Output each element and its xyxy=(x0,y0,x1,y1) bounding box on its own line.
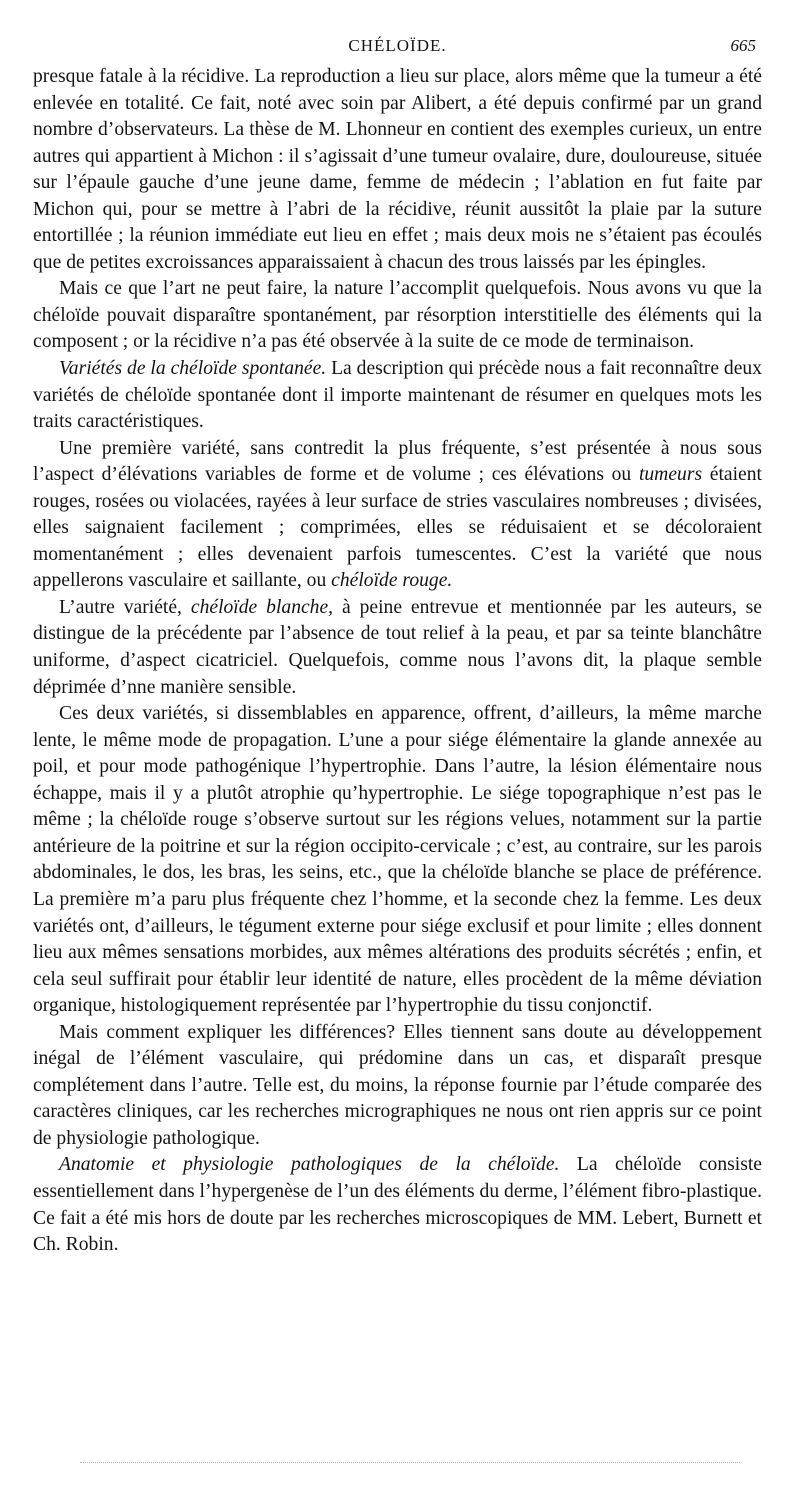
page-number: 665 xyxy=(730,36,756,55)
text-run: Mais ce que l’art ne peut faire, la nature l’accomplit quelquefois. Nous avons vu que la chéloïde pouvait disparaître spontanément, par résorption interstitielle des éléments qui la composent ; or la récidive n’a pas été observée à la suite de ce mode de terminaison. xyxy=(33,278,762,353)
text-run: Une première variété, sans contredit la plus fréquente, s’est présentée à nous sous l’aspect d’élévations variables de forme et de volume ; ces élévations ou xyxy=(33,437,762,486)
paragraph xyxy=(33,436,762,595)
bottom-scan-noise xyxy=(80,1462,740,1465)
text-run: La chéloïde consiste essentiellement dans l’hypergenèse de l’un des éléments du derme, l’élément fibro-plastique. Ce fait a été mis hors de doute par les recherches microscopiques de MM. Lebert, Burnett et Ch. Robin. xyxy=(33,1154,762,1256)
paragraph xyxy=(33,1020,762,1153)
paragraph xyxy=(33,1152,762,1258)
italic-text-run: chéloïde blanche, xyxy=(190,596,334,618)
italic-text-run: Anatomie et physiologie pathologiques de la chéloïde. xyxy=(59,1154,560,1176)
text-run: Ces deux variétés, si dissemblables en apparence, offrent, d’ailleurs, la même marche lente, le même mode de propagation. L’une a pour siége élémentaire la glande annexée au poil, et pour mode pathogénique l’hypertrophie. Dans l’autre, la lésion élémentaire nous échappe, mais il y a plutôt atrophie qu’hypertrophie. Le siége topographique n’est pas le même ; la chéloïde rouge s’observe surtout sur les régions velues, notamment sur la partie antérieure de la poitrine et sur la région occipito-cervicale ; c’est, au contraire, sur les parois abdominales, le dos, les bras, les seins, etc., que la chéloïde blanche se place de préférence. La première m’a paru plus fréquente chez l’homme, et la seconde chez la femme. Les deux variétés ont, d’ailleurs, le tégument externe pour siége exclusif et pour limite ; elles donnent lieu aux mêmes sensations morbides, aux mêmes altérations des produits sécrétés ; enfin, et cela seul suffirait pour établir leur identité de nature, elles procèdent de la même déviation organique, histologiquement représentée par l’hypertrophie du tissu conjonctif. xyxy=(33,703,762,1017)
paragraph xyxy=(33,64,762,276)
text-run: La description qui précède nous a fait reconnaître deux variétés de chéloïde spontanée dont il importe maintenant de résumer en quelques mots les traits caractéristiques. xyxy=(33,358,762,433)
paragraph xyxy=(33,356,762,436)
italic-text-run: tumeurs xyxy=(638,464,703,486)
italic-text-run: chéloïde rouge. xyxy=(331,570,453,592)
paragraph xyxy=(33,276,762,356)
page-header xyxy=(33,30,762,64)
text-run: à peine entrevue et mentionnée par les auteurs, se distingue de la précédente par l’absence de tout relief à la peau, et par sa teinte blanchâtre uniforme, d’aspect cicatriciel. Quelquefois, comme nous l’avons dit, la plaque semble déprimée d’nne manière sensible. xyxy=(33,596,762,698)
text-run: étaient rouges, rosées ou violacées, rayées à leur surface de stries vasculaires nombreuses ; divisées, elles saignaient facilement ; comprimées, elles se réduisaient et se décoloraient momentanément ; elles devenaient parfois tumescentes. C’est la variété que nous appellerons vasculaire et saillante, ou xyxy=(33,464,762,592)
body-text xyxy=(33,64,762,1259)
paragraph xyxy=(33,595,762,701)
paragraph xyxy=(33,701,762,1020)
text-run: L’autre variété, xyxy=(59,596,191,618)
running-title: CHÉLOÏDE. xyxy=(348,36,447,55)
italic-text-run: Variétés de la chéloïde spontanée. xyxy=(59,358,327,380)
text-run: Mais comment expliquer les différences? Elles tiennent sans doute au développement inégal de l’élément vasculaire, qui prédomine dans un cas, et disparaît presque complétement dans l’autre. Telle est, du moins, la réponse fournie par l’étude comparée des caractères cliniques, car les recherches micrographiques ne nous ont rien appris sur ce point de physiologie pathologique. xyxy=(33,1021,762,1149)
text-run: presque fatale à la récidive. La reproduction a lieu sur place, alors même que la tumeur a été enlevée en totalité. Ce fait, noté avec soin par Alibert, a été depuis confirmé par un grand nombre d’observateurs. La thèse de M. Lhonneur en contient des exemples curieux, un entre autres qui appartient à Michon : il s’agissait d’une tumeur ovalaire, dure, douloureuse, située sur l’épaule gauche d’une jeune dame, femme de médecin ; l’ablation en fut faite par Michon qui, pour se mettre à l’abri de la récidive, réunit aussitôt la plaie par la suture entortillée ; la réunion immédiate eut lieu en effet ; mais deux mois ne s’étaient pas écoulés que de petites excroissances apparaissaient à chacun des trous laissés par les épingles. xyxy=(33,66,762,273)
